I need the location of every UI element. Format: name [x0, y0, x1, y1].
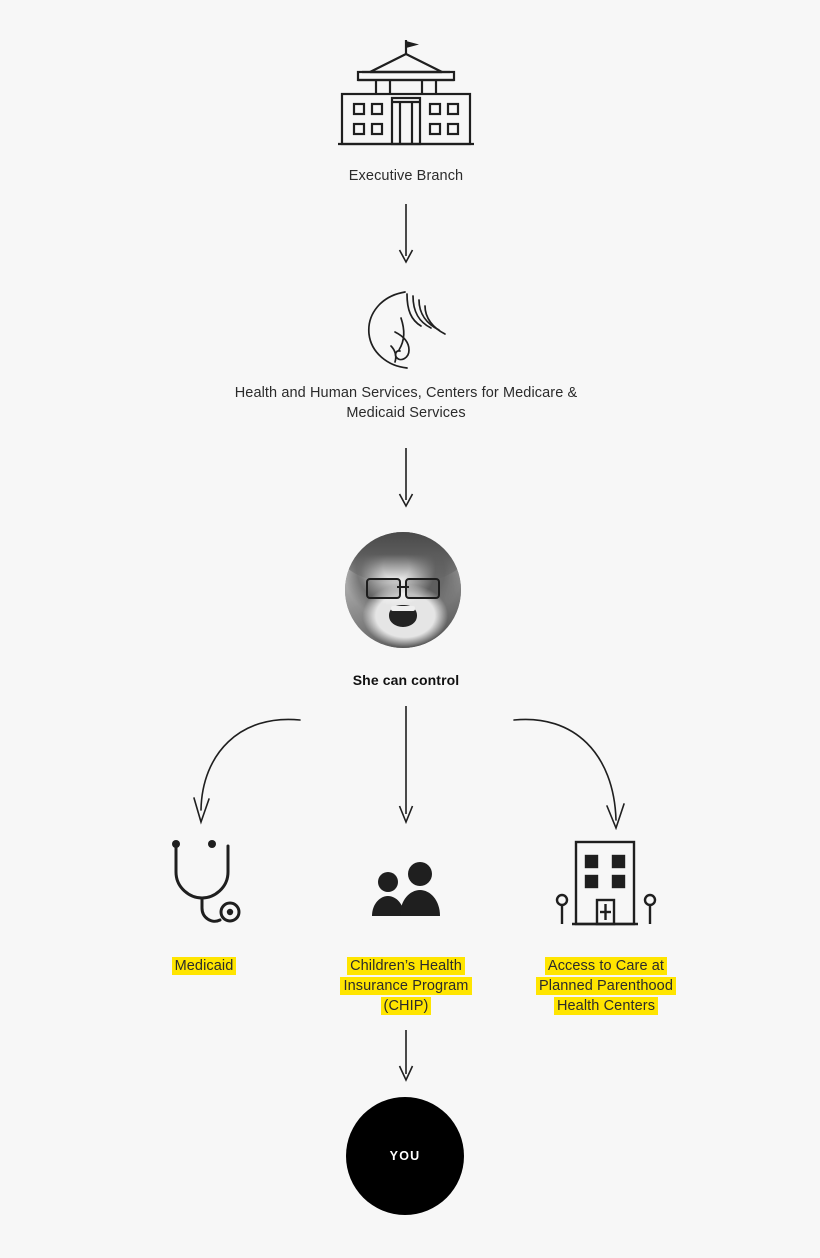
avatar: [345, 532, 461, 648]
medicaid-label-text: Medicaid: [172, 957, 237, 975]
ppfa-label-text: Access to Care at Planned Parenthood Health Centers: [536, 957, 676, 1015]
capitol-building-icon: [330, 38, 482, 148]
portrait-glasses: [366, 578, 440, 594]
connector-official-to-ppfa: [500, 706, 640, 830]
chip-label-text: Children’s Health Insurance Program (CHIP): [340, 957, 471, 1015]
node-label-hhs: Health and Human Services, Centers for Medicare & Medicaid Services: [234, 385, 578, 421]
node-you: [346, 1097, 464, 1215]
node-label-ppfa: [526, 956, 686, 1016]
node-label-chip: [326, 956, 486, 1016]
stethoscope-icon: [150, 838, 254, 930]
portrait-hair: [345, 532, 461, 583]
two-people-icon: [368, 862, 444, 918]
node-label-medicaid: [124, 956, 284, 976]
node-label-executive: Executive Branch: [348, 168, 464, 184]
connector-chip-to-you: [396, 1030, 416, 1084]
connector-official-to-chip: [396, 706, 416, 826]
node-label-you: YOU: [389, 1149, 421, 1163]
connector-official-to-medicaid: [180, 706, 320, 830]
hhs-seal-icon: [361, 288, 451, 372]
portrait-teeth: [391, 606, 414, 611]
clinic-building-icon: [552, 838, 660, 930]
node-label-official: She can control: [352, 672, 460, 688]
connector-executive-to-hhs: [396, 204, 416, 266]
connector-hhs-to-official: [396, 448, 416, 510]
